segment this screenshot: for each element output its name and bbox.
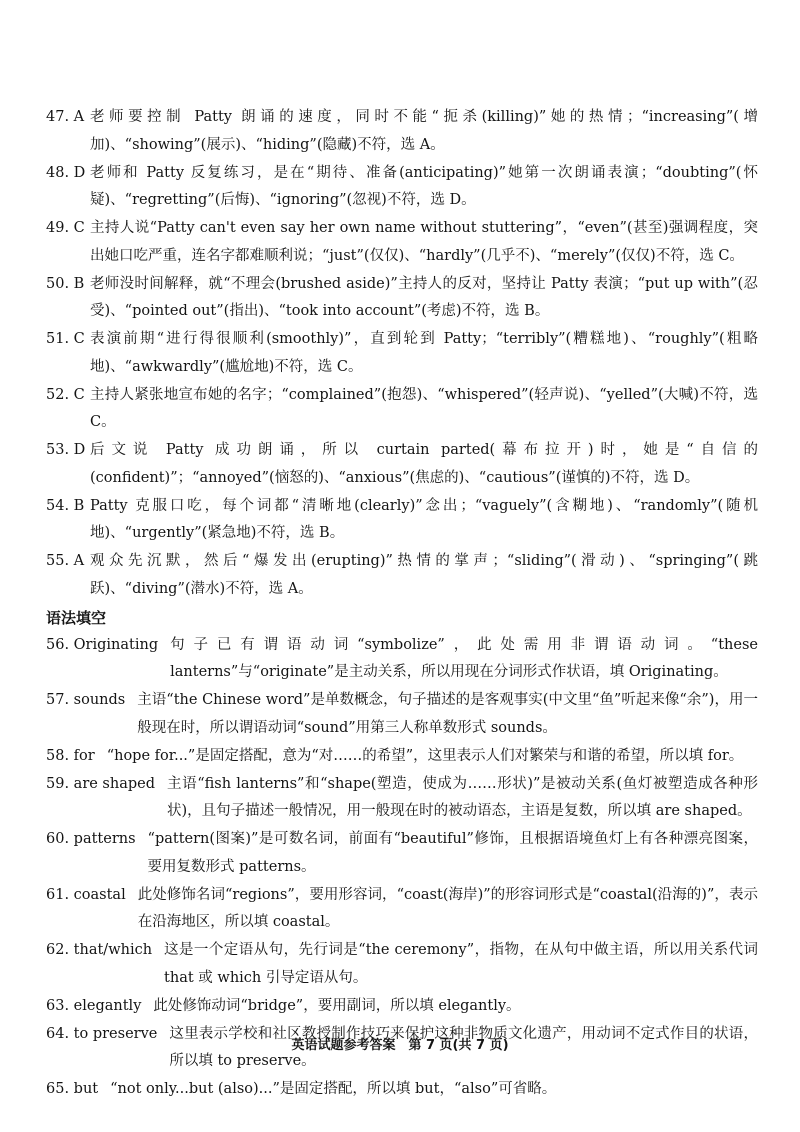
answer-explanation: “hope for...”是固定搭配，意为“对……的希望”，这里表示人们对繁荣与和谐的希望，所以填 for。 <box>106 747 744 764</box>
answer-number: 51. C <box>46 331 85 347</box>
answer-item <box>46 743 758 771</box>
grammar-fill-answers <box>46 632 758 1104</box>
answer-explanation: 主持人紧张地宣布她的名字；“complained”(抱怨)、“whispered”(轻声说)、“yelled”(大喊)不符，选 C。 <box>90 386 758 430</box>
answer-item <box>46 687 758 742</box>
answer-explanation: 主语“fish lanterns”和“shape(塑造，使成为……形状)”是被动关系(鱼灯被塑造成各种形状)，且句子描述一般情况，用一般现在时的被动语态，主语是复数，所以填 are shaped。 <box>167 775 758 819</box>
answer-explanation: 这是一个定语从句，先行词是“the ceremony”，指物，在从句中做主语，所以用关系代词 that 或 which 引导定语从句。 <box>164 942 758 986</box>
answer-item <box>46 771 758 826</box>
answer-number: 49. C <box>46 220 85 236</box>
answer-item <box>46 548 758 603</box>
answer-explanation: “not only...but (also)...”是固定搭配，所以填 but，“also”可省略。 <box>110 1081 557 1097</box>
answer-item <box>46 271 758 326</box>
answer-number: 59. are shaped <box>46 775 156 792</box>
answer-number: 58. for <box>46 747 95 764</box>
answer-number: 60. patterns <box>46 831 136 847</box>
answer-number: 65. but <box>46 1081 99 1097</box>
answer-content <box>46 104 758 1104</box>
answer-number: 54. B <box>46 497 85 514</box>
answer-explanation: 主持人说“Patty can't even say her own name without stuttering”，“even”(甚至)强调程度，突出她口吃严重，连名字都难顺利说；“just”(仅仅)、“hardly”(几乎不)、“merely”(仅仅)不符，选 C。 <box>90 220 758 264</box>
answer-explanation: 老师和 Patty 反复练习，是在“期待、准备(anticipating)”她第一次朗诵表演；“doubting”(怀疑)、“regretting”(后悔)、“ignoring”(忽视)不符，选 D。 <box>90 164 758 208</box>
answer-item <box>46 632 758 687</box>
answer-number: 50. B <box>46 275 85 292</box>
answer-item <box>46 104 758 159</box>
answer-item <box>46 160 758 215</box>
answer-item <box>46 437 758 492</box>
answer-item <box>46 326 758 381</box>
answer-explanation: 此处修饰名词“regions”，要用形容词，“coast(海岸)”的形容词形式是“coastal(沿海的)”，表示在沿海地区，所以填 coastal。 <box>137 886 758 930</box>
answer-explanation: 此处修饰动词“bridge”，要用副词，所以填 elegantly。 <box>153 997 521 1014</box>
answer-explanation: 后文说 Patty 成功朗诵，所以 curtain parted(幕布拉开)时，她是“自信的(confident)”；“annoyed”(恼怒的)、“anxious”(焦虑的)、“cautious”(谨慎的)不符，选 D。 <box>90 442 758 486</box>
answer-number: 53. D <box>46 442 86 458</box>
answer-number: 61. coastal <box>46 886 126 903</box>
answer-explanation: “pattern(图案)”是可数名词，前面有“beautiful”修饰，且根据语境鱼灯上有各种漂亮图案，要用复数形式 patterns。 <box>147 831 758 875</box>
answer-explanation: 表演前期“进行得很顺利(smoothly)”，直到轮到 Patty；“terribly”(糟糕地)、“roughly”(粗略地)、“awkwardly”(尴尬地)不符，选 C。 <box>90 331 758 375</box>
answer-explanation: 观众先沉默，然后“爆发出(erupting)”热情的掌声；“sliding”(滑动)、“springing”(跳跃)、“diving”(潜水)不符，选 A。 <box>90 553 758 597</box>
answer-number: 63. elegantly <box>46 997 142 1014</box>
answer-explanation: Patty 克服口吃，每个词都“清晰地(clearly)”念出；“vaguely”(含糊地)、“randomly”(随机地)、“urgently”(紧急地)不符，选 B。 <box>90 497 758 541</box>
answer-item <box>46 382 758 437</box>
answer-number: 56. Originating <box>46 636 159 653</box>
answer-item <box>46 826 758 881</box>
answer-item <box>46 493 758 548</box>
answer-number: 48. D <box>46 164 86 181</box>
page-footer: 英语试题参考答案 第 7 页(共 7 页) <box>291 1038 509 1053</box>
answer-explanation: 句子已有谓语动词“symbolize”，此处需用非谓语动词。“these lanterns”与“originate”是主动关系，所以用现在分词形式作状语，填 Originating。 <box>170 636 758 680</box>
answer-number: 62. that/which <box>46 942 153 958</box>
answer-explanation: 这里表示学校和社区教授制作技巧来保护这种非物质文化遗产，用动词不定式作目的状语，所以填 to preserve。 <box>169 1025 758 1069</box>
answer-item <box>46 882 758 937</box>
answer-number: 52. C <box>46 386 85 403</box>
answer-number: 55. A <box>46 553 85 569</box>
answer-number: 64. to preserve <box>46 1025 158 1042</box>
answer-item <box>46 1076 758 1104</box>
cloze-answers <box>46 104 758 603</box>
answer-item <box>46 215 758 270</box>
answer-item <box>46 937 758 992</box>
answer-explanation: 老师没时间解释，就“不理会(brushed aside)”主持人的反对，坚持让 Patty 表演；“put up with”(忍受)、“pointed out”(指出)、“took into account”(考虑)不符，选 B。 <box>90 275 758 319</box>
answer-number: 47. A <box>46 109 85 125</box>
section-title: 语法填空 <box>46 608 107 627</box>
answer-number: 57. sounds <box>46 692 126 708</box>
answer-item <box>46 993 758 1021</box>
answer-explanation: 主语“the Chinese word”是单数概念，句子描述的是客观事实(中文里“鱼”听起来像“余”)，用一般现在时，所以谓语动词“sound”用第三人称单数形式 sounds。 <box>137 692 758 736</box>
answer-explanation: 老师要控制 Patty 朗诵的速度，同时不能“扼杀(killing)”她的热情；“increasing”(增加)、“showing”(展示)、“hiding”(隐藏)不符，选 A。 <box>90 109 758 153</box>
